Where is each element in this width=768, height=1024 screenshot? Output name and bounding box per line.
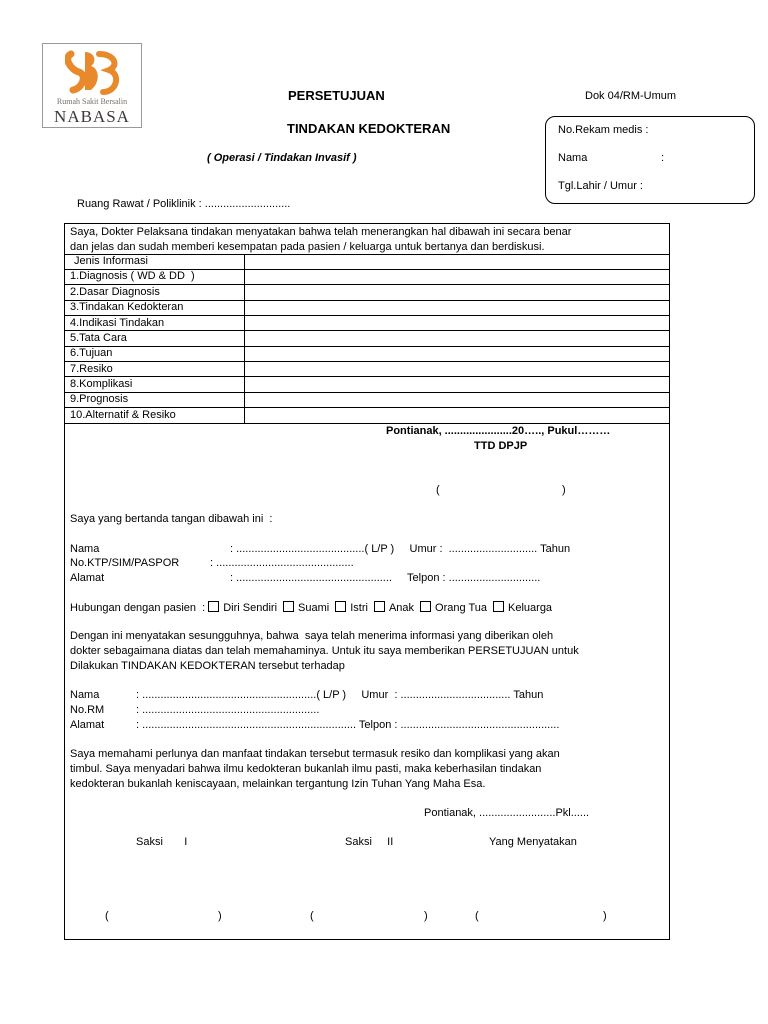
table-row-line [65,315,669,316]
saksi-1-paren-open: ( [105,910,109,922]
declarant-paren-open: ( [475,910,479,922]
ttd-dpjp-label: TTD DPJP [474,440,528,452]
patient-rm-field[interactable]: : .......................................................... [136,704,320,716]
intro-line-2: dan jelas dan sudah memberi kesempatan pada pasien / keluarga untuk bertanya dan berdiskusi. [70,241,545,253]
relation-option: Istri [350,602,368,614]
signer-nama-label: Nama [70,543,100,555]
table-row-line [65,346,669,347]
saksi-1-label: Saksi I [136,836,188,848]
signer-ktp-label: No.KTP/SIM/PASPOR [70,557,180,569]
signature-place-date: Pontianak, .........................Pkl...... [424,807,590,819]
relation-option: Suami [298,602,330,614]
relation-option: Anak [388,602,415,614]
patient-box-nama-colon: : [661,152,665,164]
table-row-line [65,330,669,331]
dpjp-paren-close: ) [562,484,566,496]
form-title-1: PERSETUJUAN [288,88,385,103]
signer-ktp-field[interactable]: : ............................................. [210,557,354,569]
saksi-2-paren-close: ) [424,910,428,922]
table-row-line [65,392,669,393]
form-title-2: TINDAKAN KEDOKTERAN [287,121,451,136]
patient-alamat-label: Alamat [70,719,105,731]
logo-subtitle: Rumah Sakit Bersalin [56,97,128,106]
patient-nama-field[interactable]: : .........................................................( L/P ) Umur : .................................... Tahun [136,689,544,701]
relation-option: Keluarga [508,602,553,614]
table-row-line [65,284,669,285]
relation-option: Orang Tua [435,602,488,614]
info-row: 6.Tujuan [70,347,113,359]
info-row: 10.Alternatif & Resiko [70,409,176,421]
relation-row [70,601,558,615]
info-row: 2.Dasar Diagnosis [70,286,160,298]
relation-checkbox-keluarga[interactable] [493,601,504,612]
table-header: Jenis Informasi [74,255,148,267]
dpjp-paren-open: ( [436,484,440,496]
info-row: 4.Indikasi Tindakan [70,317,165,329]
info-row: 3.Tindakan Kedokteran [70,301,184,313]
saksi-2-label: Saksi II [345,836,394,848]
yang-menyatakan-label: Yang Menyatakan [489,836,577,848]
rekam-medis-label: No.Rekam medis : [558,124,649,136]
relation-checkbox-anak[interactable] [374,601,385,612]
table-row-line [65,376,669,377]
declarant-paren-close: ) [603,910,607,922]
document-code: Dok 04/RM-Umum [585,90,677,102]
relation-checkbox-istri[interactable] [335,601,346,612]
relation-checkbox-diri-sendiri[interactable] [208,601,219,612]
patient-nama-label: Nama [70,689,100,701]
table-bottom-line [65,423,669,424]
patient-alamat-field[interactable]: : ...................................................................... Telpon : .................................................... [136,719,560,731]
ruang-rawat-field[interactable]: Ruang Rawat / Poliklinik : ............................ [77,198,291,210]
intro-line-1: Saya, Dokter Pelaksana tindakan menyatakan bahwa telah menerangkan hal dibawah ini secara benar [70,226,572,238]
form-subtitle: ( Operasi / Tindakan Invasif ) [207,152,357,164]
relation-checkbox-suami[interactable] [283,601,294,612]
statement-line-2: dokter sebagaimana diatas dan telah memahaminya. Untuk itu saya memberikan PERSETUJUAN untuk [70,645,579,657]
table-row-line [65,361,669,362]
saksi-1-paren-close: ) [218,910,222,922]
relation-checkbox-orang-tua[interactable] [420,601,431,612]
signer-alamat-field[interactable]: : ................................................... Telpon : .............................. [230,572,541,584]
dpjp-place-date: Pontianak, ......................20….., Pukul……… [386,425,611,437]
info-row: 5.Tata Cara [70,332,127,344]
logo-mark-icon [65,48,121,96]
info-row: 9.Prognosis [70,393,129,405]
tgl-lahir-label: Tgl.Lahir / Umur : [558,180,643,192]
closing-line-1: Saya memahami perlunya dan manfaat tindakan tersebut termasuk resiko dan komplikasi yang akan [70,748,560,760]
statement-line-3: Dilakukan TINDAKAN KEDOKTERAN tersebut terhadap [70,660,345,672]
closing-line-3: kedokteran bukanlah keniscayaan, melainkan tergantung Izin Tuhan Yang Maha Esa. [70,778,486,790]
hospital-logo [42,43,142,128]
table-row-line [65,407,669,408]
closing-line-2: timbul. Saya menyadari bahwa ilmu kedokteran bukanlah ilmu pasti, maka keberhasilan tindakan [70,763,542,775]
info-row: 7.Resiko [70,363,113,375]
info-row: 1.Diagnosis ( WD & DD ) [70,270,195,282]
patient-box-nama-label: Nama [558,152,588,164]
logo-name: NABASA [54,107,130,126]
statement-line-1: Dengan ini menyatakan sesungguhnya, bahwa saya telah menerima informasi yang diberikan oleh [70,630,554,642]
signer-alamat-label: Alamat [70,572,105,584]
relation-option: Diri Sendiri [223,602,278,614]
relation-label: Hubungan dengan pasien : [70,602,206,614]
signer-intro: Saya yang bertanda tangan dibawah ini : [70,513,273,525]
info-row: 8.Komplikasi [70,378,133,390]
table-top-line [65,254,669,255]
saksi-2-paren-open: ( [310,910,314,922]
table-column-divider [244,254,245,423]
signer-nama-field[interactable]: : ..........................................( L/P ) Umur : ............................. Tahun [230,543,571,555]
patient-rm-label: No.RM [70,704,105,716]
